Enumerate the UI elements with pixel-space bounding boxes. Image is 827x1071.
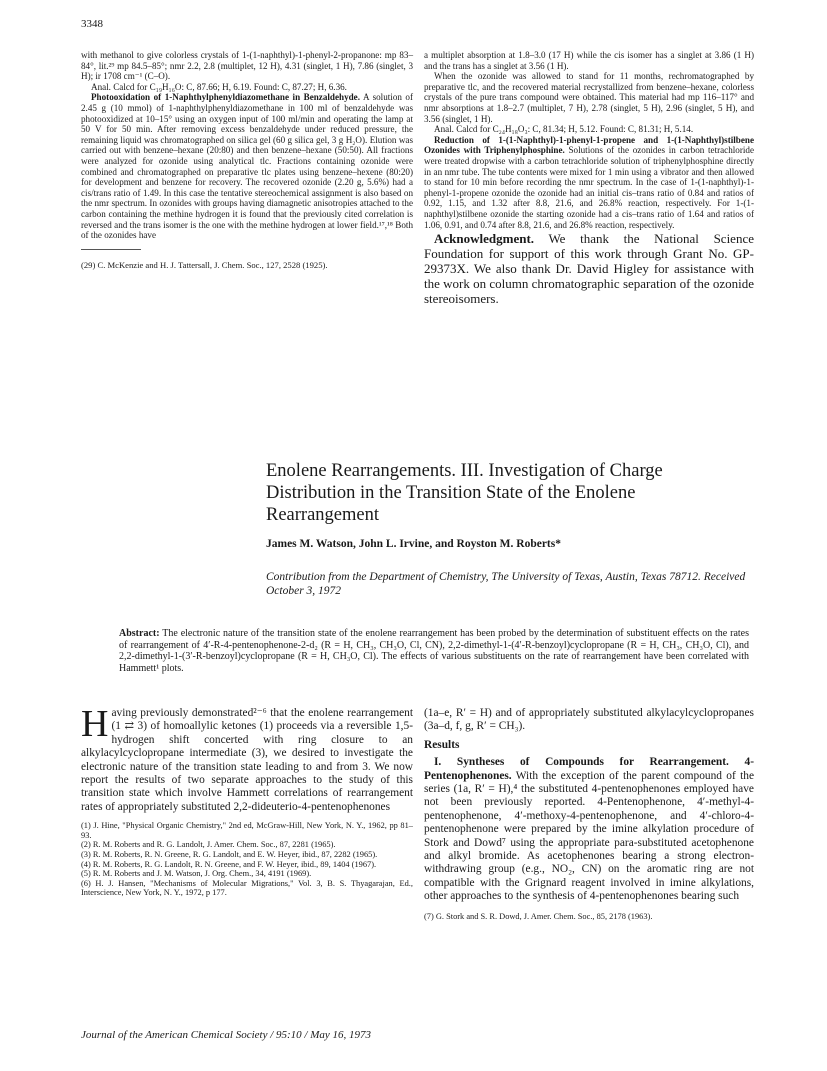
- reference-list: [81, 821, 413, 898]
- experimental-text: Solutions of the ozonides in carbon tetrachloride were treated dropwise with a carbon tetrachloride solution of triphenylphosphine directly in an nmr tube. The tube contents were mixed for 1 min using a vibrator and then allowed to stand for 10 min before recording the nmr spectrum. In the case of 1-(1-naphthyl)-1-phenyl-1-propene ozonide the ozonide had an initial cis–trans ratio of 0.84 and ratios of 0.92, 1.15, and 1.32 after 8.8, 21.6, and 26.8% reaction, respectively. For 1-(1-naphthyl)stilbene ozonide the starting ozonide had a cis–trans ratio of 1.64 and ratios of 1.06, 0.91, and 0.74 after 8.8, 21.6, and 26.8% reaction, respectively.: [424, 145, 754, 230]
- body-left-column: [81, 703, 413, 898]
- results-heading: Results: [424, 738, 460, 751]
- experimental-paragraph: [81, 92, 413, 240]
- synthesis-heading: I. Syntheses of Compounds for Rearrangement. 4-Pentenophenones.: [424, 756, 754, 782]
- experimental-paragraph: [424, 135, 754, 230]
- drop-cap: H: [81, 703, 109, 745]
- intro-text: aving previously demonstrated²⁻⁶ that the enolene rearrangement (1 ⇄ 3) of homoallylic ketones (1) proceeds via a reversible 1,5-hydrogen shift concerted with ring closure to an alkylacylcyclopropane intermediate (3), we desired to investigate the electronic nature of the transition state leading to and from 3. We now report the results of two separate approaches to the study of this transition state which involve Hammett correlations of rearrangement rates of appropriately substituted 2,2-dideuterio-4-pentenophenones: [81, 707, 413, 813]
- abstract: [119, 628, 749, 674]
- synthesis-paragraph: [424, 756, 754, 903]
- intro-paragraph: [81, 703, 413, 814]
- experimental-text: A solution of 2.45 g (10 mmol) of 1-naphthylphenyldiazomethane in 100 ml of benzaldehyde was photooxidized at 10–15° using an oxygen input of 100 ml/min and operating the lamp at 50 V for 50 min. After removing excess benzaldehyde under reduced pressure, the remaining liquid was chromatographed on silica gel (60 g silica gel, 3 g H₂O). Elution was carried out with benzene–hexane (20:80) and then benzene–hexane (50:50). All fractions were analyzed for ozonide using analytical tlc. Fractions containing ozonide were combined and chromatographed on preparative tlc plates using benzene–hexene (80:20) for development and benzene for recovery. The recovered ozonide (2.20 g, 5.6%) had a cis/trans ratio of 1.49. In this case the tentative stereochemical assignment is also based on the nmr spectrum. In ozonides with groups having diamagnetic anisotropies attached to the carbon containing the methine hydrogen it is found that the previously cited correlation is reversed and the trans isomer is the one with the methine hydrogen at lower field.¹⁷,¹⁸ Both of the ozonides have: [81, 92, 414, 241]
- reference-item: (5) R. M. Roberts and J. M. Watson, J. Org. Chem., 34, 4191 (1969).: [81, 869, 312, 879]
- synthesis-text: With the exception of the parent compound of the series (1a, R′ = H),⁴ the substituted 4-pentenophenones employed have not been previously reported. 4-Pentenophenone, 4′-methyl-4-pentenophenone, 4′-methoxy-4-pentenophenone, and 4′-chloro-4-pentenophenone were prepared by the imine alkylation procedure of Stork and Dowd⁷ using the appropriate para-substituted acetophenone and alkyl bromide. As acetophenones bearing a strong electron-withdrawing group (e.g., NO₂, CN) on the aromatic ring are not compatible with the Grignard reagent involved in imine alkylations, other approaches to the synthesis of 4-pentenophenones bearing such: [424, 769, 754, 903]
- reference-item: (1) J. Hine, "Physical Organic Chemistry," 2nd ed, McGraw-Hill, New York, N. Y., 1962, pp 81–93.: [81, 821, 413, 840]
- previous-article-right-column: [424, 50, 754, 306]
- text-paragraph: a multiplet absorption at 1.8–3.0 (17 H) while the cis isomer has a singlet at 3.86 (1 H) and the trans has a singlet at 3.56 (1 H).: [424, 50, 754, 71]
- text-paragraph: with methanol to give colorless crystals of 1-(1-naphthyl)-1-phenyl-2-propanone: mp 83–84°, lit.²⁹ mp 84.5–85°; nmr 2.2, 2.8 (multiplet, 12 H), 4.31 (singlet, 1 H), 7.86 (singlet, 3 H); ir 1708 cm⁻¹ (C–O).: [81, 50, 413, 82]
- article-title: Enolene Rearrangements. III. Investigation of Charge Distribution in the Transition State of the Enolene Rearrangement: [266, 461, 663, 525]
- journal-footer: Journal of the American Chemical Society / 95:10 / May 16, 1973: [81, 1029, 372, 1041]
- footnote-divider: [81, 249, 141, 250]
- analysis-paragraph: Anal. Calcd for C₂₄H₁₈O₃: C, 81.34; H, 5.12. Found: C, 81.31; H, 5.14.: [434, 124, 694, 135]
- article-affiliation: Contribution from the Department of Chemistry, The University of Texas, Austin, Texas 78712. Received October 3, 1972: [266, 571, 746, 597]
- footnote: (29) C. McKenzie and H. J. Tattersall, J. Chem. Soc., 127, 2528 (1925).: [81, 259, 328, 270]
- acknowledgment-text: We thank the National Science Foundation for support of this work through Grant No. GP-29373X. We also thank Dr. David Higley for assistance with the work on column chromatographic separation of the ozonide stereoisomers.: [424, 231, 754, 307]
- analysis-paragraph: Anal. Calcd for C₁₉H₁₆O: C, 87.66; H, 6.19. Found: C, 87.27; H, 6.36.: [91, 81, 347, 92]
- article-authors: James M. Watson, John L. Irvine, and Royston M. Roberts*: [266, 538, 561, 550]
- abstract-heading: Abstract:: [119, 628, 160, 639]
- footnote: (7) G. Stork and S. R. Dowd, J. Amer. Chem. Soc., 85, 2178 (1963).: [424, 911, 653, 921]
- text-paragraph: (1a–e, R′ = H) and of appropriately substituted alkylacylcyclopropanes (3a–d, f, g, R′ = CH₃).: [424, 707, 754, 733]
- abstract-text: The electronic nature of the transition state of the enolene rearrangement has been probed by the determination of substituent effects on the rates of rearrangement of 4′-R-4-pentenophenone-2-d₂ (R = H, CH₃, CH₃O, Cl, CN), 2,2-dimethyl-1-(4′-R-benzoyl)cyclopropane (R = H, CH₃, CH₃O, Cl), and 2,2-dimethyl-1-(3′-R-benzoyl)cyclopropane (R = H, CH₃O, Cl). The effects of various substituents on the rate of rearrangement have been correlated with Hammett¹ plots.: [119, 628, 749, 674]
- reference-item: (4) R. M. Roberts, R. G. Landolt, R. N. Greene, and F. W. Heyer, ibid., 89, 1404 (1967).: [81, 859, 377, 869]
- reference-item: (6) H. J. Hansen, "Mechanisms of Molecular Migrations," Vol. 3, B. S. Thyagarajan, Ed., Interscience, New York, N. Y., 1972, p 177.: [81, 878, 413, 898]
- reference-item: (2) R. M. Roberts and R. G. Landolt, J. Amer. Chem. Soc., 87, 2281 (1965).: [81, 840, 336, 850]
- previous-article-left-column: [81, 50, 413, 270]
- acknowledgment-heading: Acknowledgment.: [434, 231, 535, 247]
- text-paragraph: When the ozonide was allowed to stand for 11 months, rechromatographed by preparative tlc, and the recovered material recrystallized from benzene–hexane, colorless crystals of the pure trans compound were obtained. This material had mp 116–117° and nmr absorptions at 1.8–2.7 (multiplet, 7 H), 2.78 (singlet, 5 H), 2.96 (singlet, 5 H), and 3.56 (singlet, 1 H).: [424, 71, 754, 124]
- experimental-heading: Photooxidation of 1-Naphthylphenyldiazomethane in Benzaldehyde.: [91, 92, 360, 103]
- experimental-heading: Reduction of 1-(1-Naphthyl)-1-phenyl-1-propene and 1-(1-Naphthyl)stilbene Ozonides with Triphenylphosphine.: [424, 134, 754, 156]
- reference-item: (3) R. M. Roberts, R. N. Greene, R. G. Landolt, and E. W. Heyer, ibid., 87, 2282 (1965).: [81, 850, 378, 860]
- acknowledgment: [424, 231, 754, 306]
- body-right-column: [424, 707, 754, 921]
- page-number: 3348: [81, 18, 103, 30]
